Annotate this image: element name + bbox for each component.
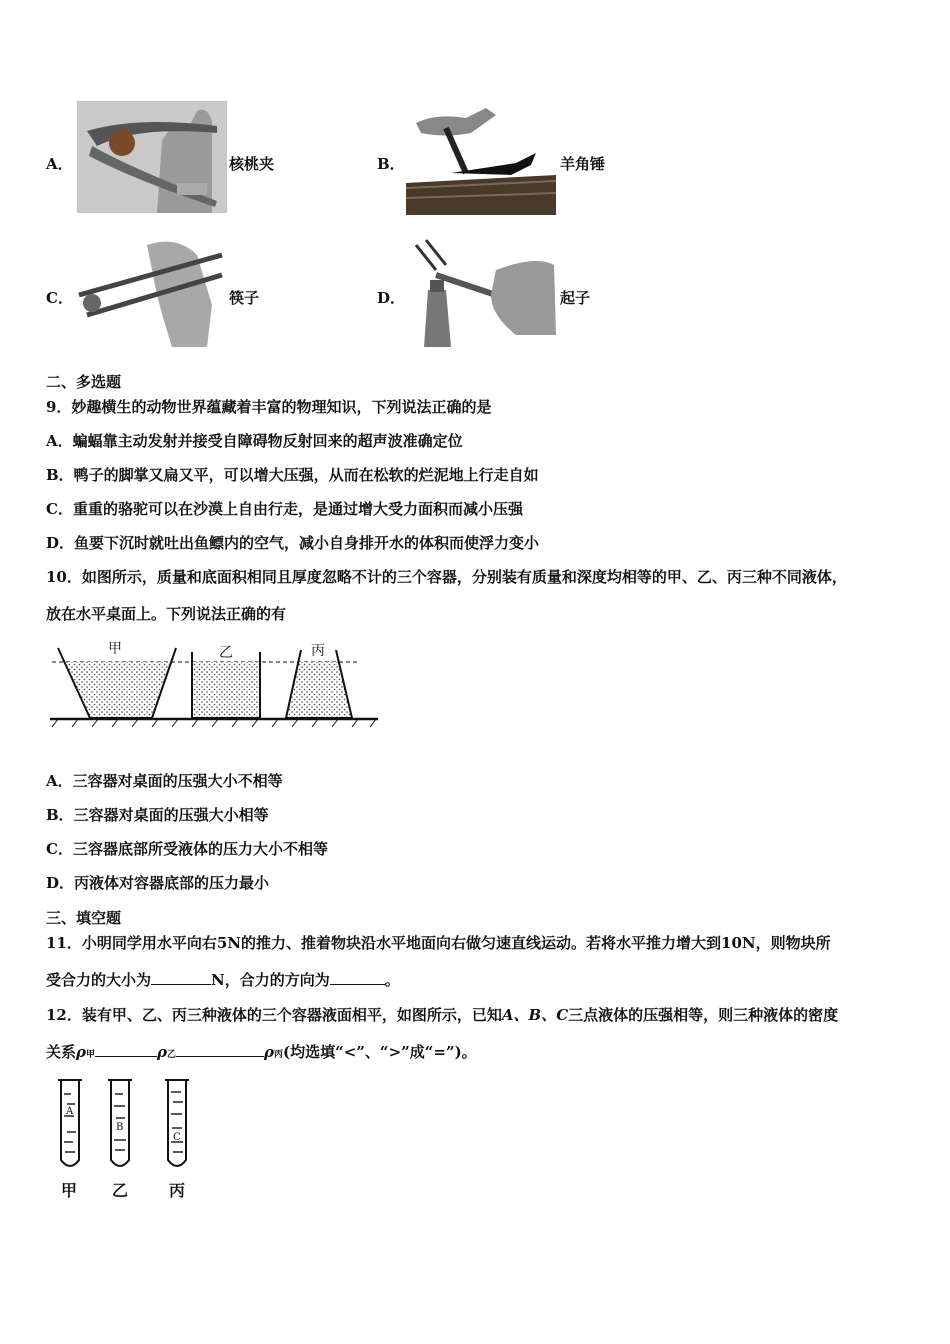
- rho-symbol: ρ: [157, 1043, 167, 1061]
- q9-option-b: B．鸭子的脚掌又扁又平，可以增大压强，从而在松软的烂泥地上行走自如: [46, 466, 539, 484]
- q8-option-d-caption: 起子: [560, 289, 591, 307]
- point-label-c: C: [173, 1132, 181, 1143]
- rho-sub-bing: 丙: [274, 1050, 284, 1060]
- tube-label-yi: 乙: [112, 1181, 129, 1200]
- tube-label-bing: 丙: [169, 1181, 186, 1200]
- q8-option-b-caption: 羊角锤: [560, 155, 606, 173]
- q10-stem-line2: 放在水平桌面上。下列说法正确的有: [46, 605, 287, 623]
- q8-option-d-letter: D．: [377, 289, 406, 307]
- chopsticks-photo-icon: [77, 235, 227, 347]
- q11-text-c: 。: [384, 971, 400, 989]
- q11-blank-1[interactable]: [151, 970, 211, 985]
- q8-option-a-letter: A．: [46, 155, 73, 173]
- q12-text-end: (均选填“<”、“>”成“=”)。: [283, 1043, 477, 1061]
- q11-line2: [46, 969, 400, 990]
- q9-stem: 9．妙趣横生的动物世界蕴藏着丰富的物理知识，下列说法正确的是: [46, 398, 492, 416]
- q12-points: A、B、C: [501, 1006, 569, 1024]
- q10-option-c: C．三容器底部所受液体的压力大小不相等: [46, 840, 328, 858]
- container-yi: [192, 662, 260, 718]
- rho-sub-yi: 乙: [167, 1050, 177, 1060]
- q10-label-jia: 甲: [108, 641, 122, 657]
- rho-symbol: ρ: [76, 1043, 86, 1061]
- q8-option-a-caption: 核桃夹: [229, 155, 275, 173]
- q9-option-a: A．蝙蝠靠主动发射并接受自障碍物反射回来的超声波准确定位: [46, 432, 463, 450]
- q12-text-b: 三点液体的压强相等，则三种液体的密度: [568, 1006, 839, 1024]
- bottle-opener-photo-icon: [406, 235, 556, 347]
- rho-symbol: ρ: [264, 1043, 274, 1061]
- section-title-fill-in: 三、填空题: [46, 909, 122, 927]
- q10-option-d: D．丙液体对容器底部的压力最小: [46, 874, 270, 892]
- q10-stem-line1: 10．如图所示，质量和底面积相同且厚度忽略不计的三个容器，分别装有质量和深度均相等的甲、乙、丙三种不同液体，: [46, 568, 847, 586]
- q8-option-c-caption: 筷子: [229, 289, 260, 307]
- rho-sub-jia: 甲: [86, 1050, 96, 1060]
- q11-blank-2[interactable]: [330, 970, 385, 985]
- q11-text-a: 受合力的大小为: [46, 971, 152, 989]
- nutcracker-photo-icon: [77, 101, 227, 213]
- point-label-a: A: [66, 1106, 74, 1117]
- q8-option-c-letter: C．: [46, 289, 73, 307]
- q12-line2: [46, 1041, 477, 1062]
- q11-text-b: N，合力的方向为: [211, 971, 330, 989]
- q12-tubes-figure: [55, 1076, 205, 1200]
- q12-text-a: 12．装有甲、乙、丙三种液体的三个容器液面相平，如图所示，已知: [46, 1006, 502, 1024]
- q9-option-c: C．重重的骆驼可以在沙漠上自由行走，是通过增大受力面积而减小压强: [46, 500, 523, 518]
- section-title-multiple-choice: 二、多选题: [46, 373, 122, 391]
- tube-label-jia: 甲: [61, 1181, 78, 1200]
- q11-line1: 11．小明同学用水平向右5N的推力、推着物块沿水平地面向右做匀速直线运动。若将水平推力增大到10N，则物块所: [46, 934, 831, 952]
- point-label-b: B: [116, 1122, 124, 1133]
- claw-hammer-photo-icon: [406, 103, 556, 215]
- q10-label-yi: 乙: [219, 645, 233, 661]
- q10-containers-figure: [48, 638, 382, 730]
- q10-option-a: A．三容器对桌面的压强大小不相等: [46, 772, 283, 790]
- q10-option-b: B．三容器对桌面的压强大小相等: [46, 806, 269, 824]
- q9-option-d: D．鱼要下沉时就吐出鱼鳔内的空气，减小自身排开水的体积而使浮力变小: [46, 534, 540, 552]
- q12-text-relation: 关系: [46, 1043, 77, 1061]
- q12-blank-1[interactable]: [95, 1042, 157, 1057]
- q12-blank-2[interactable]: [176, 1042, 264, 1057]
- q8-option-b-letter: B．: [377, 155, 405, 173]
- q10-label-bing: 丙: [311, 643, 325, 659]
- q12-line1: [46, 1004, 838, 1025]
